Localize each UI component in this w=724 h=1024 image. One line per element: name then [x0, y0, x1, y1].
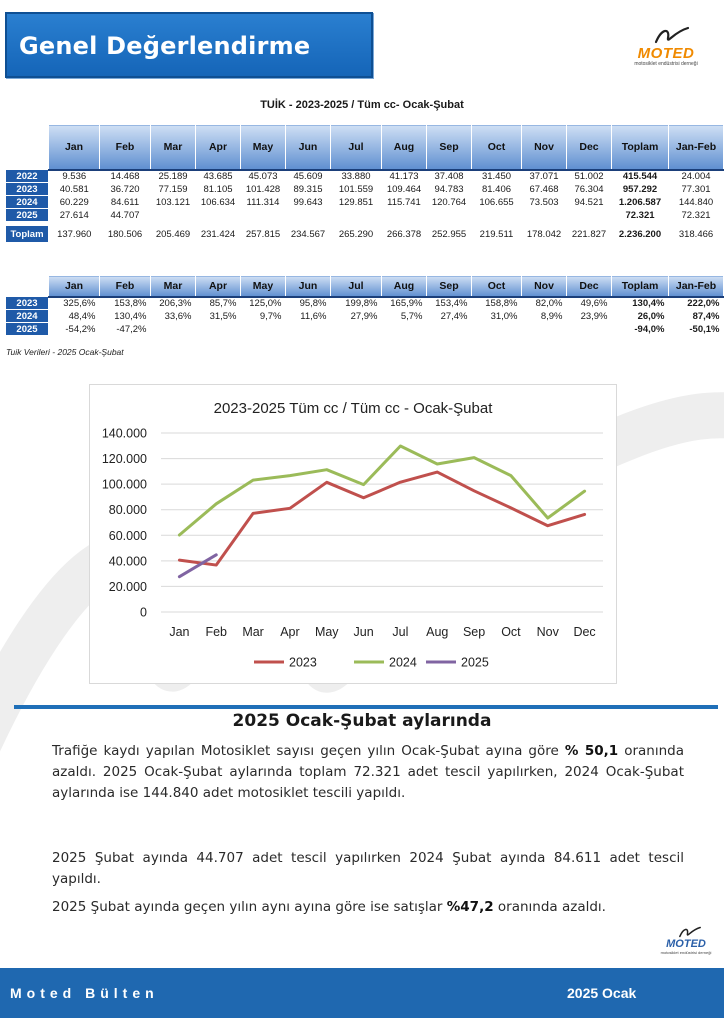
y-tick-label: 140.000 — [101, 426, 147, 441]
total-cell: 318.466 — [678, 228, 714, 240]
table-cell — [286, 209, 331, 222]
table-cell: 40.581 — [59, 183, 89, 195]
table-cell — [382, 323, 427, 336]
table-row — [6, 170, 724, 183]
total-cell: 205.469 — [155, 228, 191, 240]
column-header-apr: Apr — [196, 125, 241, 170]
table-cell: 45.073 — [248, 171, 278, 182]
column-header-toplam: Toplam — [612, 125, 669, 170]
x-tick-label: Jun — [353, 625, 374, 639]
table-cell: 73.503 — [529, 196, 559, 208]
total-cell: 178.042 — [526, 228, 562, 240]
y-tick-label: 60.000 — [108, 528, 147, 543]
total-cell: 219.511 — [479, 228, 514, 240]
table-cell — [241, 209, 286, 222]
x-tick-label: Aug — [426, 625, 449, 639]
table-cell: 27,4% — [440, 310, 468, 322]
table-cell: 87,4% — [692, 310, 720, 322]
table-cell: 76.304 — [574, 183, 604, 195]
table-cell: 206,3% — [159, 298, 192, 309]
summary-paragraph-2: 2025 Şubat ayında 44.707 adet tescil yapılırken 2024 Şubat ayında 84.611 adet tescil yapıldı. — [52, 850, 684, 887]
x-tick-label: Mar — [242, 625, 264, 639]
total-cell: 137.960 — [57, 228, 92, 240]
table-cell: 165,9% — [390, 298, 423, 309]
table-cell: 415.544 — [622, 171, 658, 182]
column-header-may: May — [241, 125, 286, 170]
table-cell: 222,0% — [687, 298, 720, 309]
table-cell: 36.720 — [110, 183, 140, 195]
y-tick-label: 20.000 — [108, 579, 147, 594]
p3-highlight: %47,2 — [446, 899, 494, 915]
table-cell: 11,6% — [300, 310, 327, 322]
section-title: 2025 Ocak-Şubat aylarında — [232, 711, 492, 731]
column-header-feb: Feb — [100, 276, 151, 297]
logo-brand-small: MOTED — [666, 938, 706, 950]
y-tick-label: 100.000 — [101, 477, 147, 492]
legend-label-2024: 2024 — [389, 655, 417, 670]
column-header-feb: Feb — [100, 125, 151, 170]
total-cell: 221.827 — [571, 228, 607, 240]
column-header-nov: Nov — [522, 125, 567, 170]
footer-bar — [0, 968, 724, 1018]
table-cell — [522, 323, 567, 336]
table-cell: 23,9% — [580, 310, 608, 322]
table-cell: 130,4% — [632, 298, 665, 309]
x-tick-label: Oct — [501, 625, 521, 639]
logo-tagline: motosiklet endüstrisi derneği — [634, 61, 698, 67]
column-header-toplam: Toplam — [612, 276, 669, 297]
moted-logo — [628, 24, 704, 76]
table-cell: 103.121 — [155, 196, 191, 208]
moted-swirl-icon — [654, 24, 690, 46]
table-cell: 67.468 — [529, 183, 559, 195]
column-header-aug: Aug — [382, 276, 427, 297]
table-cell: 158,8% — [485, 298, 518, 309]
x-tick-label: Jan — [169, 625, 190, 639]
table-cell: 115.741 — [387, 196, 421, 208]
table-cell: 31,5% — [209, 310, 237, 322]
column-header-jun: Jun — [286, 276, 331, 297]
table-cell: 60.229 — [59, 196, 89, 208]
table-cell: 31.450 — [481, 171, 512, 182]
total-cell: 2.236.200 — [618, 228, 662, 240]
table-cell: 48,4% — [68, 310, 96, 322]
column-header-may: May — [241, 276, 286, 297]
summary-paragraph-3 — [52, 897, 684, 918]
table-title: TUİK - 2023-2025 / Tüm cc- Ocak-Şubat — [260, 99, 464, 111]
column-header-jan-feb: Jan-Feb — [669, 276, 724, 297]
table-row — [6, 310, 724, 323]
x-tick-label: Nov — [536, 625, 559, 639]
table-cell: 14.468 — [110, 171, 140, 182]
table-cell: 77.301 — [681, 183, 711, 195]
table-cell: 27,9% — [350, 310, 378, 322]
total-cell: 252.955 — [431, 228, 467, 240]
table-cell — [472, 323, 522, 336]
table-cell: 9,7% — [259, 310, 282, 322]
table-cell: 325,6% — [63, 298, 96, 309]
table-cell: 72.321 — [625, 209, 655, 221]
section-divider — [14, 705, 718, 709]
table-cell — [196, 209, 241, 222]
total-cell: 257.815 — [245, 228, 281, 240]
table-cell: 41.173 — [389, 171, 419, 182]
table-cell — [427, 323, 472, 336]
y-tick-label: 40.000 — [108, 554, 147, 569]
table-cell: 43.685 — [203, 171, 233, 182]
table-cell — [196, 323, 241, 336]
table-cell: 94.521 — [574, 196, 604, 208]
table-cell: 153,8% — [114, 298, 147, 309]
table-cell: 125,0% — [249, 298, 282, 309]
table-cell: 95,8% — [299, 298, 327, 309]
table-cell: 37.071 — [529, 171, 559, 182]
total-cell: 266.378 — [386, 228, 422, 240]
column-header-jun: Jun — [286, 125, 331, 170]
table-cell: 72.321 — [681, 209, 711, 221]
table-cell: 31,0% — [490, 310, 518, 322]
column-header-oct: Oct — [472, 125, 522, 170]
logo-brand: MOTED — [637, 45, 695, 62]
row-year: 2025 — [6, 209, 49, 222]
table-row — [6, 323, 724, 336]
column-header-sep: Sep — [427, 276, 472, 297]
table-cell: 45.609 — [293, 171, 323, 182]
table-cell — [151, 323, 196, 336]
total-cell: 180.506 — [107, 228, 143, 240]
table-cell: 77.159 — [158, 183, 188, 195]
table-cell: 153,4% — [435, 298, 468, 309]
table-cell: 81.105 — [203, 183, 233, 195]
column-header-apr: Apr — [196, 276, 241, 297]
x-tick-label: Apr — [280, 625, 300, 639]
column-header-jan: Jan — [49, 125, 100, 170]
moted-logo-small — [660, 925, 712, 961]
column-header-nov: Nov — [522, 276, 567, 297]
table-cell: 33.880 — [341, 171, 371, 182]
total-cell: 234.567 — [290, 228, 326, 240]
table-cell: 82,0% — [535, 298, 563, 309]
p1-text-a: Trafiğe kaydı yapılan Motosiklet sayısı geçen yılın Ocak-Şubat ayına göre — [52, 743, 565, 759]
source-note: Tuik Verileri - 2025 Ocak-Şubat — [6, 347, 124, 357]
table-cell — [382, 209, 427, 222]
x-tick-label: Feb — [205, 625, 228, 639]
table-cell: 130,4% — [114, 310, 147, 322]
table-cell: 25.189 — [158, 171, 188, 182]
total-cell: 265.290 — [338, 228, 374, 240]
table-cell: -50,1% — [689, 323, 720, 335]
y-tick-label: 80.000 — [108, 503, 147, 518]
column-header-jul: Jul — [331, 276, 382, 297]
table-cell: -47,2% — [116, 323, 147, 335]
table-cell: 49,6% — [580, 298, 608, 309]
p3-text-a: 2025 Şubat ayında geçen yılın aynı ayına göre ise satışlar — [52, 899, 447, 915]
corner-cell — [6, 125, 49, 170]
table-cell — [151, 209, 196, 222]
p1-highlight: % 50,1 — [564, 743, 619, 759]
table-cell: 94.783 — [434, 183, 464, 195]
table-cell: 120.764 — [431, 196, 467, 208]
title-banner — [5, 12, 373, 78]
sales-table — [5, 124, 724, 243]
table-cell: 8,9% — [540, 310, 563, 322]
growth-table — [5, 275, 724, 336]
table-cell: 33,6% — [164, 310, 192, 322]
table-cell — [331, 323, 382, 336]
table-row — [6, 183, 724, 196]
table-cell — [472, 209, 522, 222]
table-row — [6, 297, 724, 310]
table-cell: 129.851 — [338, 196, 374, 208]
table-cell: 51.002 — [574, 171, 604, 182]
table-cell — [427, 209, 472, 222]
x-tick-label: May — [314, 625, 339, 639]
row-year: 2023 — [6, 183, 49, 196]
table-cell — [567, 209, 612, 222]
legend-label-2025: 2025 — [461, 655, 489, 670]
table-cell: 106.634 — [200, 196, 236, 208]
moted-swirl-icon-small — [678, 925, 702, 939]
table-cell — [241, 323, 286, 336]
x-tick-label: Jul — [392, 625, 409, 639]
column-header-jan-feb: Jan-Feb — [669, 125, 724, 170]
table-cell: 199,8% — [345, 298, 378, 309]
p1-text-c: oranında azaldı. 2025 Ocak-Şubat aylarında toplam 72.321 adet tescil yapılırken, 2024 Ocak-Şubat aylarında ise 144.840 adet motosiklet tescili yapıldı. — [52, 743, 684, 801]
x-tick-label: Sep — [462, 625, 486, 639]
table-cell: 27.614 — [59, 209, 89, 221]
page-title: Genel Değerlendirme — [19, 32, 311, 60]
legend-label-2023: 2023 — [289, 655, 317, 670]
column-header-mar: Mar — [151, 276, 196, 297]
column-header-dec: Dec — [567, 125, 612, 170]
table-cell: 37.408 — [434, 171, 464, 182]
footer-left: Moted Bülten — [10, 985, 159, 1001]
column-header-sep: Sep — [427, 125, 472, 170]
footer-right: 2025 Ocak — [567, 985, 637, 1001]
table-cell: 99.643 — [293, 196, 323, 208]
summary-paragraph-1 — [52, 741, 684, 804]
table-cell: 957.292 — [622, 183, 658, 195]
y-tick-label: 0 — [140, 605, 147, 620]
table-cell: 1.206.587 — [618, 196, 662, 208]
series-line-2023 — [179, 472, 584, 565]
table-cell: 101.428 — [245, 183, 281, 195]
row-year: 2023 — [6, 297, 49, 310]
table-cell: 111.314 — [246, 196, 280, 208]
table-cell: 26,0% — [637, 310, 665, 322]
column-header-jan: Jan — [49, 276, 100, 297]
table-cell: 85,7% — [209, 298, 237, 309]
table-cell: 44.707 — [110, 209, 140, 221]
y-tick-label: 120.000 — [101, 452, 147, 467]
logo-tagline-small: motosiklet endüstrisi derneği — [660, 950, 712, 955]
chart-title: 2023-2025 Tüm cc / Tüm cc - Ocak-Şubat — [213, 400, 493, 417]
table-row — [6, 196, 724, 209]
row-year: 2024 — [6, 196, 49, 209]
table-cell: -54,2% — [65, 323, 96, 335]
table-cell: -94,0% — [634, 323, 665, 335]
column-header-jul: Jul — [331, 125, 382, 170]
total-row — [6, 226, 724, 243]
corner-cell — [6, 276, 49, 297]
table-row — [6, 209, 724, 222]
total-cell: 231.424 — [200, 228, 236, 240]
row-year: 2024 — [6, 310, 49, 323]
column-header-dec: Dec — [567, 276, 612, 297]
table-cell — [522, 209, 567, 222]
table-cell: 109.464 — [386, 183, 422, 195]
table-cell: 81.406 — [481, 183, 512, 195]
table-cell — [567, 323, 612, 336]
table-cell — [286, 323, 331, 336]
table-cell: 9.536 — [62, 171, 87, 182]
table-cell: 24.004 — [681, 171, 711, 182]
row-year: 2025 — [6, 323, 49, 336]
table-cell: 84.611 — [110, 196, 140, 208]
p3-text-c: oranında azaldı. — [493, 899, 606, 915]
table-cell: 101.559 — [338, 183, 374, 195]
column-header-oct: Oct — [472, 276, 522, 297]
column-header-aug: Aug — [382, 125, 427, 170]
table-cell: 89.315 — [293, 183, 323, 195]
line-chart-svg — [90, 385, 616, 683]
column-header-mar: Mar — [151, 125, 196, 170]
line-chart — [89, 384, 617, 684]
total-label: Toplam — [6, 226, 49, 243]
table-cell: 144.840 — [678, 196, 714, 208]
table-cell — [331, 209, 382, 222]
table-cell: 5,7% — [400, 310, 423, 322]
row-year: 2022 — [6, 170, 49, 183]
x-tick-label: Dec — [573, 625, 596, 639]
table-cell: 106.655 — [479, 196, 514, 208]
